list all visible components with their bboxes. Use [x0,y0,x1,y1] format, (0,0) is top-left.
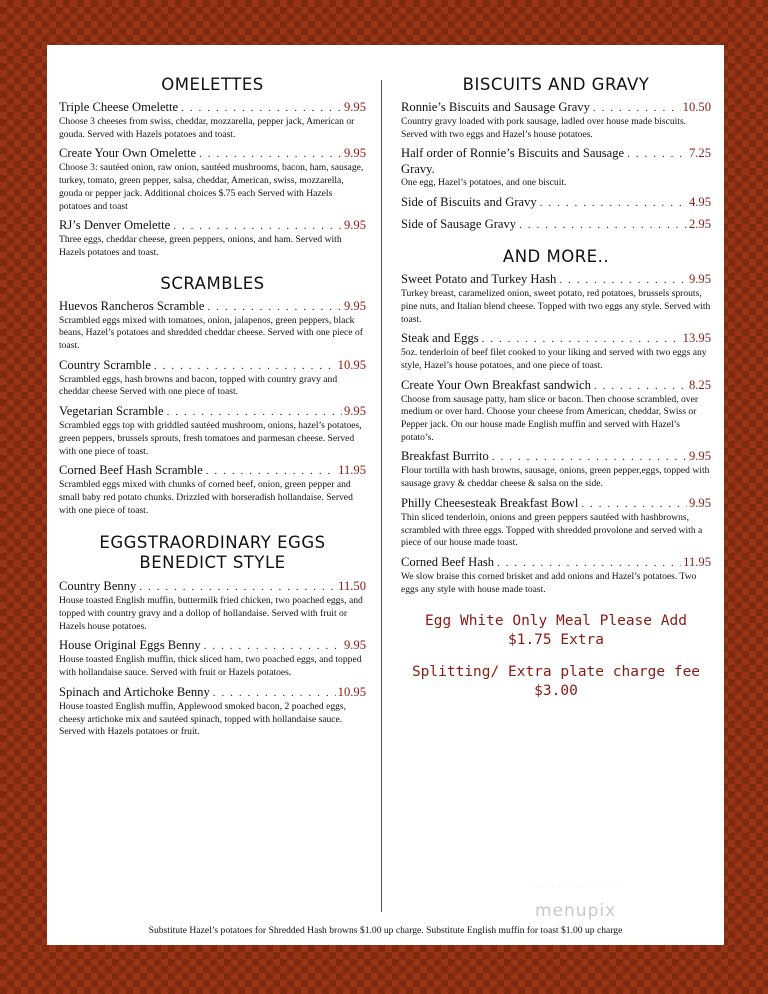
item-description: Choose 3 cheeses from swiss, cheddar, mozzarella, pepper jack, American or gouda. Served with Hazels potatoes and toast. [59,116,355,140]
section-title: AND MORE.. [502,247,610,267]
item-price: 9.95 [343,638,366,653]
note-line: Egg White Only Meal Please Add [425,613,687,630]
biscuits-section [401,75,711,233]
item-price: 9.95 [343,298,366,313]
item-price: 10.50 [682,100,711,114]
item-description: Three eggs, cheddar cheese, green peppers, onions, and ham. Served with Hazels potatoes and toast. [59,234,342,258]
item-name: Side of Sausage Gravy [401,217,517,232]
menu-item [59,100,366,141]
omelettes-section [59,75,366,260]
item-name: Corned Beef Hash Scramble [59,463,203,478]
item-name: Philly Cheesesteak Breakfast Bowl [401,495,579,510]
item-description: Turkey breast, caramelized onion, sweet potato, red potatoes, brussels sprouts, pine nuts, and Italian blend cheese. Topped with two eggs any style. Served with toast. [401,288,711,325]
more-section [401,247,711,596]
item-name: Triple Cheese Omelette [59,100,179,114]
item-name: House Original Eggs Benny [59,638,201,653]
menu-item [59,218,366,259]
item-description: Thin sliced tenderloin, onions and green peppers sautéed with hashbrowns, scrambled with three eggs. Topped with shredded provolone and served with a piece of our house made toast. [401,511,703,549]
section-title: SCRAMBLES [160,273,265,293]
item-description: Scrambled eggs, hash browns and bacon, topped with country gravy and cheddar cheese Served with one piece of toast. [59,373,338,398]
item-price: 9.95 [688,449,711,464]
item-description: House toasted English muffin, buttermilk fried chicken, two poached eggs, and topped with country gravy and a dollop of hollandaise. Served with fruit or Hazels house potatoes. [59,595,363,632]
item-price: 11.95 [338,463,366,478]
item-price: 9.95 [343,218,366,233]
item-description: One egg, Hazel’s potatoes, and one biscuit. [401,177,567,189]
item-description: House toasted English muffin, Applewood smoked bacon, 2 poached eggs, cheesy artichoke mix and sautéed spinach, topped with hollandaise sauce. Served with Hazels potatoes or fruit. [59,700,347,738]
menu-item [401,195,711,211]
item-price: 8.25 [688,377,711,392]
item-price: 7.25 [688,146,711,161]
item-description: Scrambled eggs top with griddled sautéed mushroom, onions, hazel’s potatoes, green peppers, brussels sprouts, fresh tomatoes and parmesan cheese. Served with one piece of toast. [59,420,362,457]
item-price: 9.95 [343,100,366,114]
section-title-line: EGGSTRAORDINARY EGGS [99,533,326,553]
item-price: 10.95 [337,684,366,699]
note-line: $1.75 Extra [507,632,605,649]
item-price: 9.95 [343,146,366,161]
item-description: House toasted English muffin, thick sliced ham, two poached eggs, and topped with hollandaise sauce. Served with fruit or Hazels potatoes. [59,654,362,679]
item-name: Corned Beef Hash [401,554,495,569]
menu-item [401,146,711,190]
menu-item [401,449,711,490]
item-name: Country Scramble [59,357,151,372]
item-name: RJ’s Denver Omelette [59,218,171,233]
item-price: 2.95 [688,217,711,232]
watermark: menupix [535,901,617,921]
section-title [59,533,366,573]
egg-white-note [401,612,711,650]
item-description: Country gravy loaded with pork sausage, ladled over house made biscuits. Served with two eggs and Hazel’s house potatoes. [401,116,687,140]
item-name: Breakfast Burrito [401,449,489,464]
column-divider [381,80,382,912]
right-column [401,75,711,701]
item-name: Vegetarian Scramble [59,404,164,419]
item-price: 9.95 [343,404,366,419]
item-name: Spinach and Artichoke Benny [59,684,210,699]
item-price: 9.95 [688,495,711,510]
note-line: $3.00 [534,683,578,700]
item-name: Side of Biscuits and Gravy [401,195,537,210]
benedict-section [59,533,366,739]
menu-item [401,272,711,326]
item-price: 11.95 [683,554,711,569]
menu-item [401,555,711,596]
item-price: 13.95 [682,331,711,346]
menu-page [47,45,724,945]
item-name: Country Benny [59,579,137,594]
item-description: Flour tortilla with hash browns, sausage, onions, green pepper,eggs, topped with sausage gravy & cheddar cheese & salsa on the side. [401,465,710,490]
item-price: 11.50 [338,579,366,594]
splitting-note [401,663,711,701]
menu-item [401,100,711,141]
watermark-faint: · · · · · · · · · · · · · · · · · [529,882,624,892]
left-column [59,75,366,744]
item-name: Half order of Ronnie’s Biscuits and Sausage [401,146,625,161]
menu-item [401,378,711,445]
menu-item [59,146,366,213]
menu-item [59,299,366,353]
item-name: Create Your Own Omelette [59,146,197,161]
item-name: Steak and Eggs [401,331,479,346]
footer-note: Substitute Hazel’s potatoes for Shredded Hash browns $1.00 up charge. Substitute English muffin for toast $1.00 up charge [148,925,623,936]
item-description: Scrambled eggs mixed with tomatoes, onion, jalapenos, green peppers, black beans, Hazel’s potatoes and shredded cheddar cheese. Served with one piece of toast. [59,314,363,352]
note-line: Splitting/ Extra plate charge fee [411,664,701,681]
scrambles-section [59,274,366,518]
section-title: OMELETTES [161,75,264,94]
menu-item [59,685,366,739]
item-description: Choose 3: sautéed onion, raw onion, sautéed mushrooms, bacon, ham, sausage, turkey, tomato, green pepper, salsa, cheddar, American, swiss, mozzarella, gouda or pepper jack. Additional choices $.75 each Served with Hazels potatoes and toast [59,162,364,212]
item-name: Sweet Potato and Turkey Hash [401,272,557,287]
menu-item [59,638,366,679]
section-title: BISCUITS AND GRAVY [462,75,650,94]
item-price: 4.95 [688,195,711,210]
menu-item [401,331,711,372]
item-name-continued: Gravy. [401,162,435,177]
item-description: We slow braise this corned brisket and add onions and Hazel’s potatoes. Two eggs any style with house made toast. [401,570,697,595]
item-name: Huevos Rancheros Scramble [59,298,205,313]
menu-item [59,404,366,458]
menu-item [401,496,711,550]
item-name: Ronnie’s Biscuits and Sausage Gravy [401,100,590,114]
menu-item [401,217,711,233]
item-name: Create Your Own Breakfast sandwich [401,377,591,392]
menu-item [59,579,366,633]
menu-item [59,463,366,517]
section-title-line: BENEDICT STYLE [139,553,286,573]
menu-item [59,358,366,399]
item-description: 5oz. tenderloin of beef filet cooked to your liking and served with two eggs any style, Hazel’s house potatoes, and one piece of toast. [401,347,707,371]
item-price: 10.95 [337,357,366,372]
item-description: Scrambled eggs mixed with chunks of corned beef, onion, green pepper and small baby red potato chunks. Drizzled with horseradish hollandaise. Served with one piece of toast. [59,479,353,516]
item-description: Choose from sausage patty, ham slice or bacon. Then choose scrambled, over medium or over hard. Choose your cheese from American, cheddar, Swiss or Pepper jack. On our house made English muffin and served with Hazel’s potato’s. [401,393,699,443]
item-price: 9.95 [688,272,711,287]
